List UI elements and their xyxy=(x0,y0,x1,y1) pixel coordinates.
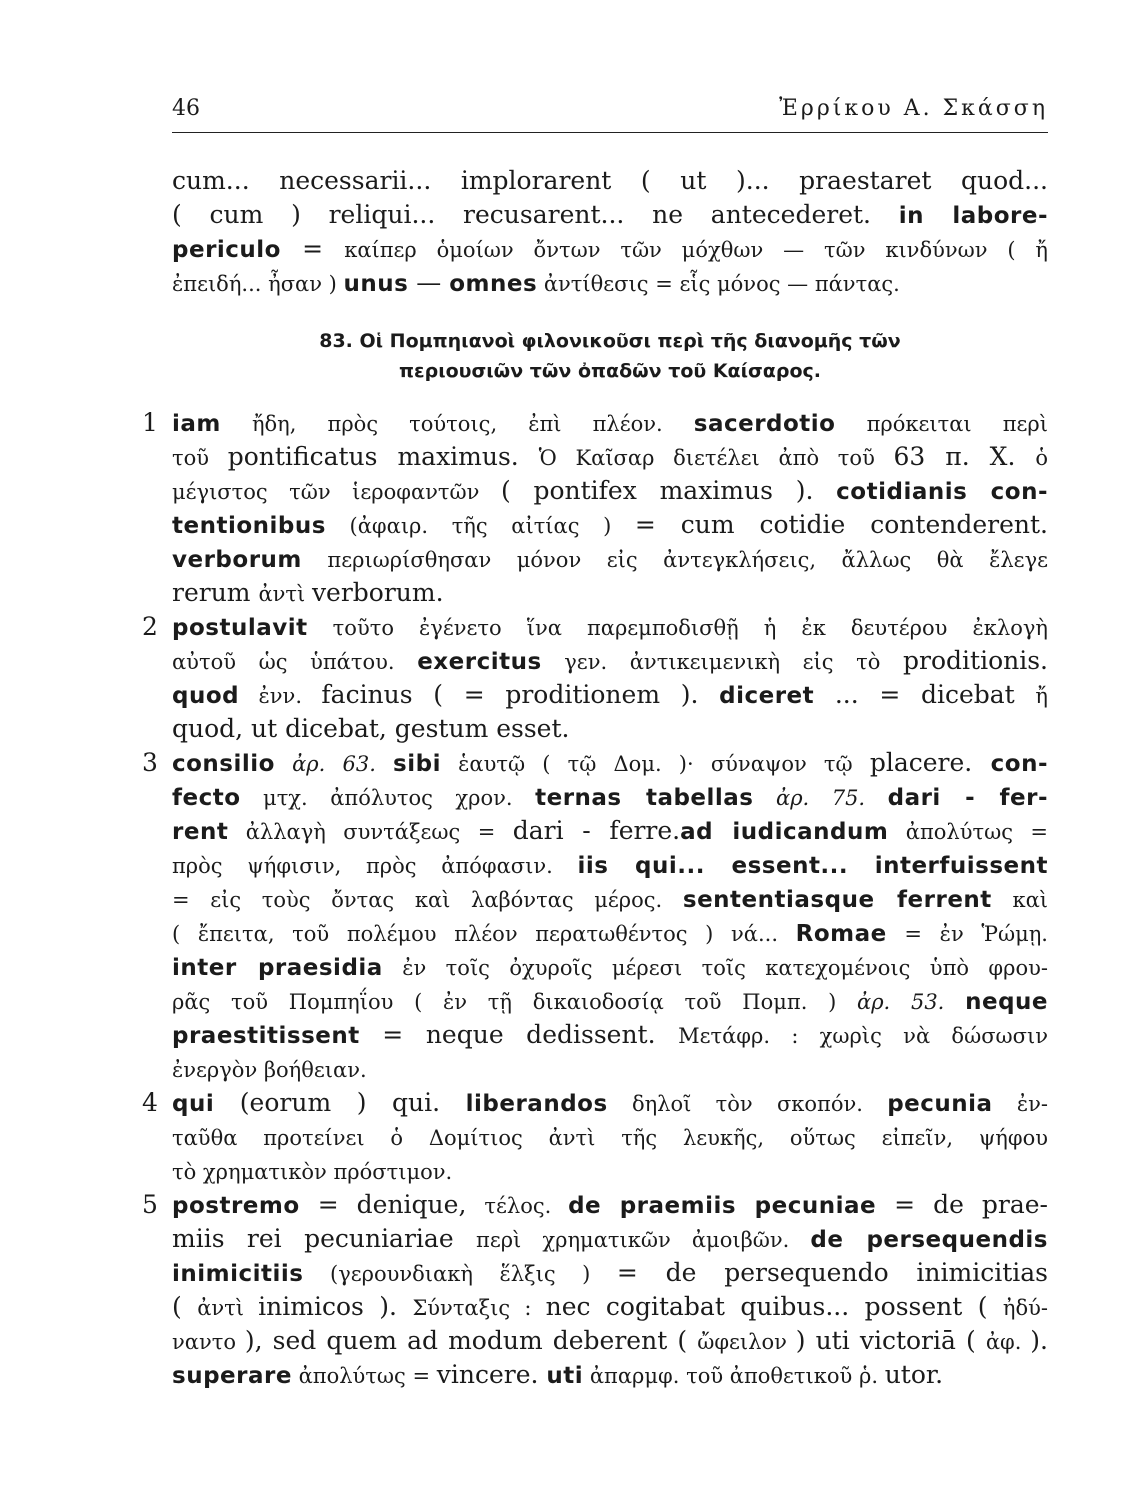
greek-gloss: ἀπολύτως = xyxy=(291,1364,437,1388)
latin-text: — xyxy=(408,268,450,297)
lemma-term: quod xyxy=(172,683,240,709)
greek-gloss: ἀφ. xyxy=(985,1330,1031,1354)
greek-gloss: (ἀφαιρ. τῆς αἰτίας ) xyxy=(325,514,635,538)
greek-gloss: ἐν τοῖς ὀχυροῖς μέρεσι τοῖς κατεχομένοις ὑπὸ φρου- xyxy=(382,956,1048,980)
entry-number: 1 xyxy=(142,408,158,437)
latin-text: miis rei pecuniariae xyxy=(172,1224,477,1253)
greek-gloss: καίπερ ὁμοίων ὄντων τῶν μόχθων — τῶν κινδύνων ( ἤ xyxy=(344,238,1048,262)
lemma-term: liberandos xyxy=(465,1091,608,1117)
text-line xyxy=(172,610,1048,644)
greek-gloss: ἐνν. xyxy=(239,684,322,708)
text-line xyxy=(172,950,1048,984)
lemma-term: in labore- xyxy=(898,203,1048,229)
lemma-term: rent xyxy=(172,819,229,845)
lemma-term: verborum xyxy=(172,547,302,573)
latin-text: = de prae- xyxy=(876,1190,1048,1219)
intro-paragraph xyxy=(172,164,1048,300)
greek-gloss: ταῦθα προτείνει ὁ Δομίτιος ἀντὶ τῆς λευκῆς, οὕτως εἰπεῖν, ψήφου xyxy=(172,1126,1048,1150)
text-line xyxy=(172,1188,1048,1222)
greek-gloss: μτχ. ἀπόλυτος χρον. xyxy=(240,786,536,810)
greek-gloss: ἀντὶ xyxy=(258,582,312,606)
greek-gloss: = ἐν Ῥώμῃ. xyxy=(886,922,1048,946)
greek-gloss: = εἰς τοὺς ὄντας καὶ λαβόντας μέρος. xyxy=(172,888,683,912)
text-line xyxy=(172,882,1048,916)
lemma-term: uti xyxy=(546,1363,584,1389)
text-line xyxy=(172,814,1048,848)
greek-gloss: ἀντὶ xyxy=(197,1296,259,1320)
entry-number: 3 xyxy=(142,748,158,777)
latin-text: quod, ut dicebat, gestum esset. xyxy=(172,714,570,743)
greek-gloss: ( ἔπειτα, τοῦ πολέμου πλέον περατωθέντος ) νά... xyxy=(172,922,796,946)
lemma-term: pecunia xyxy=(887,1091,993,1117)
page-number: 46 xyxy=(172,96,200,121)
latin-text: ), sed quem ad modum deberent ( xyxy=(244,1326,698,1355)
text-line xyxy=(172,1154,1048,1188)
lemma-term: exercitus xyxy=(417,649,542,675)
latin-text: utor. xyxy=(884,1360,944,1389)
section-heading-line-1: 83. Οἱ Πομπηιανοὶ φιλονικοῦσι περὶ τῆς διανομῆς τῶν xyxy=(319,330,901,352)
lemma-term: iam xyxy=(172,411,221,437)
greek-gloss: ναντο xyxy=(172,1330,245,1354)
latin-text: = cum cotidie contenderent. xyxy=(634,510,1048,539)
entry-number: 2 xyxy=(142,612,158,641)
commentary-entry xyxy=(142,610,1048,746)
text-line xyxy=(172,474,1048,508)
greek-gloss: περιωρίσθησαν μόνον εἰς ἀντεγκλήσεις, ἄλλως θὰ ἔλεγε xyxy=(301,548,1048,572)
greek-gloss: πρόκειται περὶ xyxy=(835,412,1048,436)
lemma-term: unus xyxy=(343,271,409,297)
lemma-term: consilio xyxy=(172,751,275,777)
text-line xyxy=(172,1324,1048,1358)
latin-text: verborum. xyxy=(311,578,444,607)
text-line xyxy=(172,232,1048,266)
greek-gloss: ὁ xyxy=(1035,446,1048,470)
cross-reference: ἀρ. 63. xyxy=(274,752,394,776)
text-line xyxy=(172,984,1048,1018)
cross-reference: ἀρ. 53. xyxy=(857,990,966,1014)
lemma-term: superare xyxy=(172,1363,292,1389)
lemma-term: neque xyxy=(965,989,1048,1015)
text-line xyxy=(172,780,1048,814)
greek-gloss: ἀπαρμφ. τοῦ ἀποθετικοῦ ῥ. xyxy=(583,1364,885,1388)
latin-text: facinus ( = proditionem ). xyxy=(321,680,720,709)
lemma-term: postremo xyxy=(172,1193,300,1219)
section-heading xyxy=(172,326,1048,386)
greek-gloss: τέλος. xyxy=(484,1194,569,1218)
greek-gloss: ἠδύ- xyxy=(1002,1296,1048,1320)
lemma-term: inter praesidia xyxy=(172,955,383,981)
latin-text: dari - ferre. xyxy=(512,816,681,845)
greek-gloss: γεν. ἀντικειμενικὴ εἰς τὸ xyxy=(541,650,904,674)
lemma-term: de praemiis pecuniae xyxy=(568,1193,877,1219)
greek-gloss: τοῦ xyxy=(172,446,228,470)
entry-number: 4 xyxy=(142,1088,158,1117)
greek-gloss: (γερουνδιακὴ ἕλξις ) xyxy=(303,1262,617,1286)
lemma-term: omnes xyxy=(449,271,538,297)
latin-text: = xyxy=(280,234,345,263)
greek-gloss: ἐπειδή... ἦσαν ) xyxy=(172,272,344,296)
latin-text: vincere. xyxy=(436,1360,547,1389)
lemma-term: fecto xyxy=(172,785,241,811)
entry-number: 5 xyxy=(142,1190,158,1219)
text-line xyxy=(172,1120,1048,1154)
running-head-author: Ἐρρίκου Α. Σκάσση xyxy=(779,96,1048,121)
latin-text: ( xyxy=(172,1292,198,1321)
latin-text: = denique, xyxy=(299,1190,485,1219)
lemma-term: cotidianis con- xyxy=(836,479,1048,505)
greek-gloss: δηλοῖ τὸν σκοπόν. xyxy=(607,1092,888,1116)
greek-gloss: ἤδη, πρὸς τούτοις, ἐπὶ πλέον. xyxy=(220,412,694,436)
greek-gloss: ἐν- xyxy=(992,1092,1048,1116)
text-line xyxy=(172,440,1048,474)
lemma-term: Romae xyxy=(795,921,887,947)
latin-text: pontificatus maximus. xyxy=(227,442,539,471)
greek-gloss: ἀπολύτως = xyxy=(888,820,1048,844)
text-line xyxy=(172,576,1048,610)
greek-gloss: ἤ xyxy=(1035,684,1048,708)
text-line xyxy=(172,1256,1048,1290)
lemma-term: de persequendis xyxy=(810,1227,1048,1253)
greek-gloss: ἑαυτῷ ( τῷ Δομ. )· σύναψον τῷ xyxy=(440,752,870,776)
lemma-term: sententiasque ferrent xyxy=(682,887,992,913)
text-line xyxy=(172,678,1048,712)
greek-gloss: ὤφειλον xyxy=(697,1330,796,1354)
text-line xyxy=(172,916,1048,950)
greek-gloss: ἀλλαγὴ συντάξεως = xyxy=(228,820,513,844)
lemma-term: praestitissent xyxy=(172,1023,360,1049)
lemma-term: iis qui... essent... interfuissent xyxy=(577,853,1048,879)
text-line xyxy=(172,266,1048,300)
lemma-term: postulavit xyxy=(172,615,308,641)
text-line xyxy=(172,644,1048,678)
text-line xyxy=(172,712,1048,746)
greek-gloss: περὶ χρηματικῶν ἀμοιβῶν. xyxy=(476,1228,811,1252)
commentary-entry xyxy=(142,1086,1048,1188)
commentary-entry xyxy=(142,1188,1048,1392)
lemma-term: sibi xyxy=(393,751,441,777)
lemma-term: diceret xyxy=(719,683,815,709)
latin-text: ( cum ) reliqui... recusarent... ne antecederet. xyxy=(172,200,899,229)
latin-text: ) uti victoriā ( xyxy=(795,1326,986,1355)
greek-gloss: ἀντίθεσις = εἷς μόνος — πάντας. xyxy=(537,272,900,296)
lemma-term: dari - fer- xyxy=(887,785,1048,811)
commentary-entry xyxy=(142,406,1048,610)
lemma-term: inimicitiis xyxy=(172,1261,304,1287)
text-line xyxy=(172,1290,1048,1324)
lemma-term: con- xyxy=(990,751,1048,777)
text-line xyxy=(172,1052,1048,1086)
commentary-body xyxy=(142,406,1048,1392)
text-line xyxy=(172,1358,1048,1392)
text-line xyxy=(172,198,1048,232)
latin-text: (eorum ) qui. xyxy=(214,1088,466,1117)
latin-text: cum... necessarii... implorarent ( ut )... praestaret quod... xyxy=(172,166,1048,195)
lemma-term: qui xyxy=(172,1091,215,1117)
greek-gloss: Μετάφρ. : χωρὶς νὰ δώσωσιν xyxy=(678,1024,1048,1048)
text-line xyxy=(172,542,1048,576)
text-line xyxy=(172,1086,1048,1120)
greek-gloss: τοῦτο ἐγένετο ἵνα παρεμποδισθῇ ἡ ἐκ δευτέρου ἐκλογὴ xyxy=(307,616,1048,640)
cross-reference: ἀρ. 75. xyxy=(753,786,888,810)
text-line xyxy=(172,1222,1048,1256)
lemma-term: periculo xyxy=(172,237,281,263)
greek-gloss: τὸ χρηματικὸν πρόστιμον. xyxy=(172,1160,453,1184)
greek-gloss: καὶ xyxy=(991,888,1048,912)
running-header xyxy=(172,96,1048,133)
text-line xyxy=(172,164,1048,198)
latin-text: nec cogitabat quibus... possent ( xyxy=(545,1292,1003,1321)
greek-gloss: ἐνεργὸν βοήθειαν. xyxy=(172,1058,367,1082)
text-line xyxy=(172,508,1048,542)
commentary-entry xyxy=(142,746,1048,1086)
latin-text: ... = dicebat xyxy=(814,680,1036,709)
latin-text: ). xyxy=(1030,1326,1048,1355)
section-heading-line-2: περιουσιῶν τῶν ὀπαδῶν τοῦ Καίσαρος. xyxy=(398,360,821,382)
latin-text: inimicos ). xyxy=(258,1292,413,1321)
greek-gloss: πρὸς ψήφισιν, πρὸς ἀπόφασιν. xyxy=(172,854,578,878)
text-line xyxy=(172,406,1048,440)
latin-text: = de persequendo inimicitias xyxy=(616,1258,1048,1287)
latin-text: rerum xyxy=(172,578,259,607)
lemma-term: ad iudicandum xyxy=(680,819,889,845)
lemma-term: ternas tabellas xyxy=(535,785,754,811)
latin-text: = neque dedissent. xyxy=(359,1020,679,1049)
latin-text: 63 π. Χ. xyxy=(893,442,1036,471)
text-line xyxy=(172,848,1048,882)
text-line xyxy=(172,1018,1048,1052)
latin-text: proditionis. xyxy=(903,646,1048,675)
greek-gloss: μέγιστος τῶν ἱεροφαντῶν xyxy=(172,480,501,504)
text-line xyxy=(172,746,1048,780)
greek-gloss: Σύνταξις : xyxy=(412,1296,546,1320)
lemma-term: tentionibus xyxy=(172,513,326,539)
lemma-term: sacerdotio xyxy=(693,411,836,437)
latin-text: ( pontifex maximus ). xyxy=(500,476,837,505)
latin-text: placere. xyxy=(869,748,991,777)
greek-gloss: Ὁ Καῖσαρ διετέλει ἀπὸ τοῦ xyxy=(538,446,894,470)
greek-gloss: αὐτοῦ ὡς ὑπάτου. xyxy=(172,650,418,674)
greek-gloss: ρᾶς τοῦ Πομπηΐου ( ἐν τῇ δικαιοδοσίᾳ τοῦ Πομπ. ) xyxy=(172,990,858,1014)
